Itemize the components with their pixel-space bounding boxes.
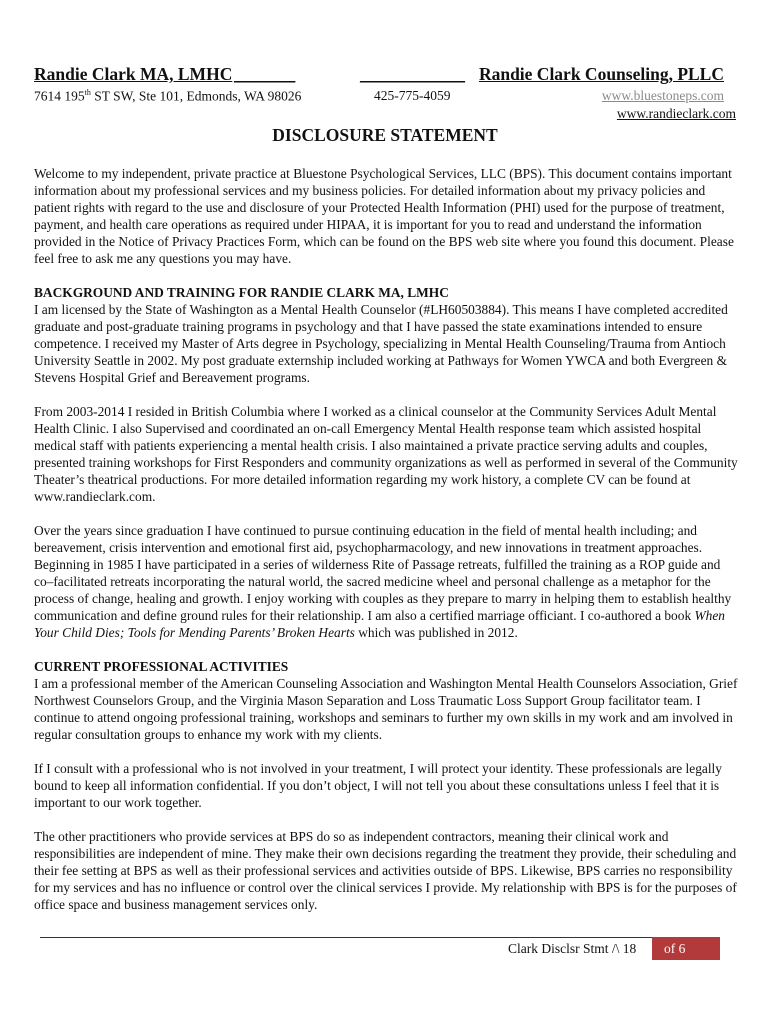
company-name: Randie Clark Counseling, PLLC bbox=[478, 64, 724, 84]
practitioner-name: Randie Clark MA, LMHC bbox=[34, 64, 233, 84]
background-paragraph-1: I am licensed by the State of Washington as a Mental Health Counselor (#LH60503884). This means I have completed accredited graduate and post-graduate training programs in psychology and that I have passed the state examinations intended to ensure competence. I received my Master of Arts degree in Psychology, specializing in Mental Health Counseling/Trauma from Antioch University Seattle in 2002. My post graduate externship included working at Pathways for Women YWCA and both Evergreen & Stevens Hospital Grief and Bereavement programs. bbox=[34, 302, 728, 385]
background-paragraph-2: From 2003-2014 I resided in British Columbia where I worked as a clinical counselor at the Community Services Adult Mental Health Clinic. I also Supervised and coordinated an on-call Emergency Mental Health response team which assisted hospital medical staff with patients experiencing a mental health crisis. I also maintained a private practice serving adults and couples, presented training workshops for First Responders and community organizations as well as performed in several of the Community Theater’s theatrical productions. For more detailed information regarding my work history, a complete CV can be found at www.randieclark.com. bbox=[34, 404, 738, 504]
background-paragraph-3: Over the years since graduation I have continued to pursue continuing education in the field of mental health including; and bereavement, crisis intervention and emotional first aid, psychopharmacology, and new innovations in treatment approaches. Beginning in 1985 I have participated in a series of wilderness Rite of Passage retreats, fulfilled the training as a ROP guide and co–facilitated retreats incorporating the natural world, the sacred medicine wheel and personal challenge as a metaphor for the process of change, healing and growth. I enjoy working with couples as they prepare to marry in helping them to establish healthy communication and define ground rules for their relationship. I am also a certified marriage officiant. I co-authored a book When Your Child Dies; Tools for Mending Parents’ Broken Hearts which was published in 2012. bbox=[34, 523, 732, 640]
book-title: When Your Child Dies; Tools for Mending Parents’ Broken Hearts bbox=[34, 608, 725, 640]
office-address: 7614 195th ST SW, Ste 101, Edmonds, WA 98026 bbox=[34, 88, 302, 104]
intro-paragraph: Welcome to my independent, private practice at Bluestone Psychological Services, LLC (BPS). This document contains important information about my professional services and my business policies. For detailed information about my privacy policies and patient rights with regard to the use and disclosure of your Protected Health Information (PHI) used for the purpose of treatment, payment, and health care operations as required under HIPAA, it is important for you to read and understand the information provided in the Notice of Privacy Practices Form, which can be found on the BPS web site where you found this document. Please feel free to ask me any questions you may have. bbox=[34, 166, 734, 266]
footer-page-badge: of 6 bbox=[652, 937, 720, 960]
phone-number: 425-775-4059 bbox=[374, 88, 451, 103]
footer-divider bbox=[40, 937, 720, 938]
letterhead-contact-row bbox=[34, 88, 724, 106]
footer-document-label: Clark Disclsr Stmt /\ 18 bbox=[508, 941, 637, 956]
section-heading-background: BACKGROUND AND TRAINING FOR RANDIE CLARK MA, LMHC bbox=[34, 285, 449, 300]
website-link-bluestone[interactable]: www.bluestoneps.com bbox=[601, 88, 724, 103]
letterhead-top-row bbox=[34, 64, 724, 86]
current-paragraph-1: I am a professional member of the American Counseling Association and Washington Mental Health Counselors Association, Grief Northwest Counselors Group, and the Virginia Mason Separation and Loss Traumatic Loss Support Group facilitator team. I continue to attend ongoing professional training, workshops and seminars to further my own skills in my work and am involved in regular consultation groups to enhance my work with my clients. bbox=[34, 676, 738, 742]
header-middle-rule: ____________ bbox=[360, 64, 465, 84]
website-link-randieclark[interactable]: www.randieclark.com bbox=[616, 106, 736, 121]
header-underline-rule: _______ bbox=[234, 64, 296, 84]
document-body bbox=[34, 165, 738, 930]
current-paragraph-2: If I consult with a professional who is not involved in your treatment, I will protect your identity. These professionals are legally bound to keep all information confidential. If you don’t object, I will not tell you about these consultations unless I feel that it is important to our work together. bbox=[34, 761, 722, 810]
section-heading-current-activities: CURRENT PROFESSIONAL ACTIVITIES bbox=[34, 659, 289, 674]
document-title: DISCLOSURE STATEMENT bbox=[272, 125, 498, 145]
current-paragraph-3: The other practitioners who provide services at BPS do so as independent contractors, meaning their clinical work and responsibilities are independent of mine. They make their own decisions regarding the treatment they provide, their scheduling and their fee setting at BPS as well as their professional services and activities outside of BPS. Likewise, BPS carries no responsibility for my services and has no influence or control over the clinical services I provide. My relationship with BPS is for the purposes of office space and business management services only. bbox=[34, 829, 737, 912]
